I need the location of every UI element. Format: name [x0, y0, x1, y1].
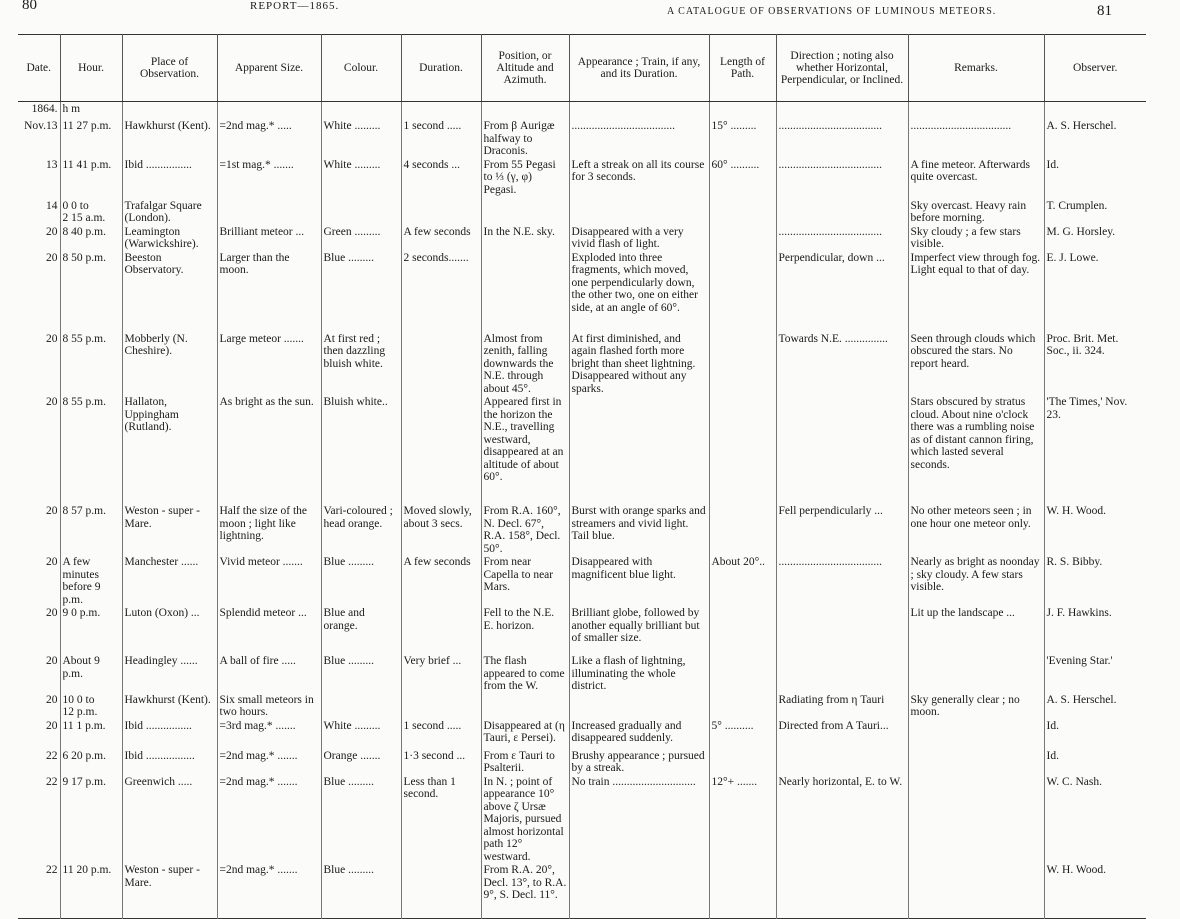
cell-duration [401, 199, 481, 225]
cell-appearance [569, 693, 709, 719]
table-row [18, 504, 1146, 555]
cell-direction: .................................... [776, 555, 908, 606]
cell-size: Brilliant meteor ... [217, 225, 321, 251]
cell-hour: A few minutes before 9 p.m. [60, 555, 122, 606]
cell-duration [401, 332, 481, 396]
cell-direction: Radiating from η Tauri [776, 693, 908, 719]
cell-size: Vivid meteor ....... [217, 555, 321, 606]
left-running-title: REPORT—1865. [250, 0, 340, 12]
table-row [18, 555, 1146, 606]
table-row [18, 749, 1146, 775]
table-row [18, 251, 1146, 332]
cell-position [481, 693, 569, 719]
cell-size: =2nd mag.* ..... [217, 119, 321, 158]
cell-duration [401, 693, 481, 719]
cell-hour: 6 20 p.m. [60, 749, 122, 775]
cell-place: Ibid ................ [122, 158, 217, 199]
cell-position: Fell to the N.E. E. horizon. [481, 606, 569, 654]
cell-remarks: Sky generally clear ; no moon. [908, 693, 1044, 719]
cell-hour: 8 57 p.m. [60, 504, 122, 555]
cell-appearance [569, 395, 709, 504]
table-row [18, 654, 1146, 693]
column-header-hour: Hour. [60, 35, 122, 102]
year-label: 1864. [31, 103, 58, 115]
cell-length [709, 749, 776, 775]
cell-direction [776, 395, 908, 504]
cell-length [709, 225, 776, 251]
right-running-title: A CATALOGUE OF OBSERVATIONS OF LUMINOUS METEORS. [667, 6, 997, 17]
cell-appearance: Increased gradually and disappeared suddenly. [569, 719, 709, 749]
cell-remarks: Nearly as bright as noonday ; sky cloudy. A few stars visible. [908, 555, 1044, 606]
cell-size: A ball of fire ..... [217, 654, 321, 693]
cell-colour: Blue ......... [321, 863, 401, 919]
cell-size: As bright as the sun. [217, 395, 321, 504]
cell-date: 22 [46, 749, 58, 762]
cell-date: 20 [46, 396, 58, 408]
running-head [0, 0, 1180, 24]
cell-observer: A. S. Herschel. [1044, 693, 1146, 719]
cell-colour: White ......... [321, 719, 401, 749]
table-header-row [18, 35, 1146, 102]
cell-duration: 1 second ..... [401, 119, 481, 158]
cell-colour: At first red ; then dazzling bluish white. [321, 332, 401, 396]
cell-direction: Towards N.E. ............... [776, 332, 908, 396]
cell-length: 5° .......... [709, 719, 776, 749]
cell-appearance: Brushy appearance ; pursued by a streak. [569, 749, 709, 775]
cell-remarks: A fine meteor. Afterwards quite overcast. [908, 158, 1044, 199]
cell-hour: About 9 p.m. [60, 654, 122, 693]
column-header-direction: Direction ; noting also whether Horizontal, Perpendicular, or Inclined. [776, 35, 908, 102]
cell-observer: Id. [1044, 719, 1146, 749]
cell-direction [776, 654, 908, 693]
cell-size: =1st mag.* ....... [217, 158, 321, 199]
cell-duration: A few seconds [401, 225, 481, 251]
cell-remarks: Sky cloudy ; a few stars visible. [908, 225, 1044, 251]
cell-direction [776, 749, 908, 775]
cell-remarks [908, 719, 1044, 749]
cell-length [709, 332, 776, 396]
cell-size: =2nd mag.* ....... [217, 749, 321, 775]
cell-appearance: At first diminished, and again flashed forth more bright than sheet lightning. Disappeared without any sparks. [569, 332, 709, 396]
cell-duration: Moved slowly, about 3 secs. [401, 504, 481, 555]
cell-remarks: Imperfect view through fog. Light equal to that of day. [908, 251, 1044, 332]
cell-remarks: Sky overcast. Heavy rain before morning. [908, 199, 1044, 225]
cell-length [709, 504, 776, 555]
cell-duration: 1 second ..... [401, 719, 481, 749]
cell-place: Mobberly (N. Cheshire). [122, 332, 217, 396]
cell-colour: Blue and orange. [321, 606, 401, 654]
column-header-appearance: Appearance ; Train, if any, and its Duration. [569, 35, 709, 102]
cell-observer: A. S. Herschel. [1044, 119, 1146, 158]
cell-hour: 8 40 p.m. [60, 225, 122, 251]
column-header-position: Position, or Altitude and Azimuth. [481, 35, 569, 102]
cell-place: Weston - super - Mare. [122, 863, 217, 919]
cell-colour: Blue ......... [321, 251, 401, 332]
cell-place: Ibid ................. [122, 749, 217, 775]
cell-length: 12°+ ....... [709, 775, 776, 864]
table-row [18, 395, 1146, 504]
cell-size: Larger than the moon. [217, 251, 321, 332]
cell-position: From R.A. 20°, Decl. 13°, to R.A. 9°, S. Decl. 11°. [481, 863, 569, 919]
cell-remarks: Seen through clouds which obscured the stars. No report heard. [908, 332, 1044, 396]
table-row [18, 158, 1146, 199]
table-row [18, 225, 1146, 251]
cell-size: Large meteor ....... [217, 332, 321, 396]
table-row [18, 693, 1146, 719]
cell-appearance: Exploded into three fragments, which moved, one perpendicularly down, the other two, one on either side, at an angle of 60°. [569, 251, 709, 332]
cell-colour: Blue ......... [321, 654, 401, 693]
cell-length [709, 654, 776, 693]
cell-direction [776, 863, 908, 919]
cell-colour: Blue ......... [321, 555, 401, 606]
cell-duration [401, 395, 481, 504]
table-row [18, 719, 1146, 749]
cell-date: 20 [46, 225, 58, 238]
column-header-size: Apparent Size. [217, 35, 321, 102]
cell-appearance: Disappeared with a very vivid flash of light. [569, 225, 709, 251]
cell-direction: Fell perpendicularly ... [776, 504, 908, 555]
cell-position: The flash appeared to come from the W. [481, 654, 569, 693]
cell-place: Headingley ...... [122, 654, 217, 693]
cell-date: 20 [46, 607, 58, 619]
cell-date: Nov.13 [24, 120, 58, 132]
cell-duration: 1·3 second ... [401, 749, 481, 775]
cell-hour: 9 0 p.m. [60, 606, 122, 654]
table-row [18, 775, 1146, 864]
cell-length: 15° ......... [709, 119, 776, 158]
cell-appearance: .................................... [569, 119, 709, 158]
cell-place: Hawkhurst (Kent). [122, 693, 217, 719]
cell-appearance: Like a flash of lightning, illuminating the whole district. [569, 654, 709, 693]
table-row [18, 606, 1146, 654]
cell-position: From ε Tauri to Psalterii. [481, 749, 569, 775]
cell-duration: 4 seconds ... [401, 158, 481, 199]
cell-hour: 11 1 p.m. [60, 719, 122, 749]
cell-place: Beeston Observatory. [122, 251, 217, 332]
cell-date: 13 [46, 158, 58, 171]
column-header-observer: Observer. [1044, 35, 1146, 102]
cell-date: 20 [46, 719, 58, 732]
cell-length: About 20°.. [709, 555, 776, 606]
meteor-catalogue-table [18, 34, 1146, 919]
cell-hour: 11 41 p.m. [60, 158, 122, 199]
cell-size [217, 199, 321, 225]
cell-colour: Green ......... [321, 225, 401, 251]
cell-hour: 11 20 p.m. [60, 863, 122, 919]
cell-colour: Orange ....... [321, 749, 401, 775]
cell-date: 22 [46, 775, 58, 788]
table-row [18, 332, 1146, 396]
left-page-number: 80 [22, 0, 37, 13]
cell-length: 60° .......... [709, 158, 776, 199]
cell-date: 14 [46, 199, 58, 212]
cell-size: =2nd mag.* ....... [217, 775, 321, 864]
cell-place: Weston - super - Mare. [122, 504, 217, 555]
cell-direction: Nearly horizontal, E. to W. [776, 775, 908, 864]
cell-place: Trafalgar Square (London). [122, 199, 217, 225]
cell-colour [321, 199, 401, 225]
cell-remarks [908, 775, 1044, 864]
column-header-length: Length of Path. [709, 35, 776, 102]
cell-appearance: No train ............................. [569, 775, 709, 864]
right-page-number: 81 [1097, 3, 1112, 19]
cell-duration: Very brief ... [401, 654, 481, 693]
cell-date: 20 [46, 556, 58, 568]
cell-length [709, 693, 776, 719]
table-row [18, 863, 1146, 919]
cell-size: =2nd mag.* ....... [217, 863, 321, 919]
cell-colour [321, 693, 401, 719]
cell-date: 22 [46, 864, 58, 876]
cell-colour: White ......... [321, 158, 401, 199]
units-row [18, 102, 1146, 120]
cell-duration: A few seconds [401, 555, 481, 606]
cell-appearance: Left a streak on all its course for 3 seconds. [569, 158, 709, 199]
cell-duration [401, 863, 481, 919]
cell-observer: Proc. Brit. Met. Soc., ii. 324. [1044, 332, 1146, 396]
cell-hour: 0 0 to 2 15 a.m. [60, 199, 122, 225]
cell-date: 20 [46, 655, 58, 667]
cell-position: Almost from zenith, falling downwards the N.E. through about 45°. [481, 332, 569, 396]
cell-place: Ibid ................ [122, 719, 217, 749]
cell-appearance: Disappeared with magnificent blue light. [569, 555, 709, 606]
cell-appearance [569, 863, 709, 919]
column-header-colour: Colour. [321, 35, 401, 102]
cell-size: Splendid meteor ... [217, 606, 321, 654]
cell-date: 20 [46, 505, 58, 517]
cell-length [709, 606, 776, 654]
cell-hour: 8 55 p.m. [60, 332, 122, 396]
cell-observer: T. Crumplen. [1044, 199, 1146, 225]
cell-date: 20 [46, 251, 58, 264]
cell-remarks [908, 749, 1044, 775]
cell-appearance [569, 199, 709, 225]
cell-place: Luton (Oxon) ... [122, 606, 217, 654]
cell-position: In the N.E. sky. [481, 225, 569, 251]
cell-place: Hallaton, Uppingham (Rutland). [122, 395, 217, 504]
cell-date: 20 [46, 693, 58, 706]
cell-colour: Vari-coloured ; head orange. [321, 504, 401, 555]
cell-size: Half the size of the moon ; light like lightning. [217, 504, 321, 555]
cell-position: From 55 Pegasi to ⅓ (γ, φ) Pegasi. [481, 158, 569, 199]
cell-remarks: Stars obscured by stratus cloud. About nine o'clock there was a rumbling noise as of distant cannon firing, which lasted several seconds. [908, 395, 1044, 504]
column-header-place: Place of Observation. [122, 35, 217, 102]
cell-hour: 10 0 to 12 p.m. [60, 693, 122, 719]
column-header-date: Date. [18, 35, 60, 102]
cell-direction: .................................... [776, 119, 908, 158]
cell-length [709, 863, 776, 919]
cell-size: =3rd mag.* ....... [217, 719, 321, 749]
cell-position: Disappeared at (η Tauri, ε Persei). [481, 719, 569, 749]
cell-observer: Id. [1044, 158, 1146, 199]
cell-appearance: Brilliant globe, followed by another equally brilliant but of smaller size. [569, 606, 709, 654]
cell-position: From near Capella to near Mars. [481, 555, 569, 606]
cell-remarks: Lit up the landscape ... [908, 606, 1044, 654]
cell-length [709, 395, 776, 504]
cell-length [709, 199, 776, 225]
cell-remarks: ................................... [908, 119, 1044, 158]
cell-remarks [908, 863, 1044, 919]
cell-date: 20 [46, 332, 58, 345]
cell-place: Leamington (Warwickshire). [122, 225, 217, 251]
cell-direction [776, 606, 908, 654]
cell-position: In N. ; point of appearance 10° above ζ Ursæ Majoris, pursued almost horizontal path 12° westward. [481, 775, 569, 864]
cell-direction: Perpendicular, down ... [776, 251, 908, 332]
column-header-duration: Duration. [401, 35, 481, 102]
cell-observer: 'Evening Star.' [1044, 654, 1146, 693]
cell-hour: 8 55 p.m. [60, 395, 122, 504]
cell-direction [776, 199, 908, 225]
table-row [18, 119, 1146, 158]
cell-observer: J. F. Hawkins. [1044, 606, 1146, 654]
cell-hour: 9 17 p.m. [60, 775, 122, 864]
cell-hour: 11 27 p.m. [60, 119, 122, 158]
cell-size: Six small meteors in two hours. [217, 693, 321, 719]
cell-direction: .................................... [776, 158, 908, 199]
cell-position [481, 199, 569, 225]
cell-observer: R. S. Bibby. [1044, 555, 1146, 606]
cell-duration: 2 seconds....... [401, 251, 481, 332]
hour-unit-label: h m [60, 102, 122, 120]
cell-observer: W. C. Nash. [1044, 775, 1146, 864]
cell-hour: 8 50 p.m. [60, 251, 122, 332]
cell-direction: Directed from A Tauri... [776, 719, 908, 749]
table-row [18, 199, 1146, 225]
cell-duration [401, 606, 481, 654]
cell-remarks [908, 654, 1044, 693]
cell-direction: .................................... [776, 225, 908, 251]
cell-position: Appeared first in the horizon the N.E., travelling westward, disappeared at an altitude of about 60°. [481, 395, 569, 504]
cell-position: From R.A. 160°, N. Decl. 67°, R.A. 158°, Decl. 50°. [481, 504, 569, 555]
cell-position [481, 251, 569, 332]
cell-colour: White ......... [321, 119, 401, 158]
cell-duration: Less than 1 second. [401, 775, 481, 864]
cell-observer: Id. [1044, 749, 1146, 775]
cell-colour: Bluish white.. [321, 395, 401, 504]
cell-place: Hawkhurst (Kent). [122, 119, 217, 158]
cell-observer: E. J. Lowe. [1044, 251, 1146, 332]
cell-observer: W. H. Wood. [1044, 504, 1146, 555]
column-header-remarks: Remarks. [908, 35, 1044, 102]
cell-observer: 'The Times,' Nov. 23. [1044, 395, 1146, 504]
cell-appearance: Burst with orange sparks and streamers and vivid light. Tail blue. [569, 504, 709, 555]
cell-observer: W. H. Wood. [1044, 863, 1146, 919]
cell-place: Greenwich ..... [122, 775, 217, 864]
cell-length [709, 251, 776, 332]
cell-colour: Blue ......... [321, 775, 401, 864]
cell-observer: M. G. Horsley. [1044, 225, 1146, 251]
cell-place: Manchester ...... [122, 555, 217, 606]
cell-remarks: No other meteors seen ; in one hour one meteor only. [908, 504, 1044, 555]
cell-position: From β Aurigæ halfway to Draconis. [481, 119, 569, 158]
